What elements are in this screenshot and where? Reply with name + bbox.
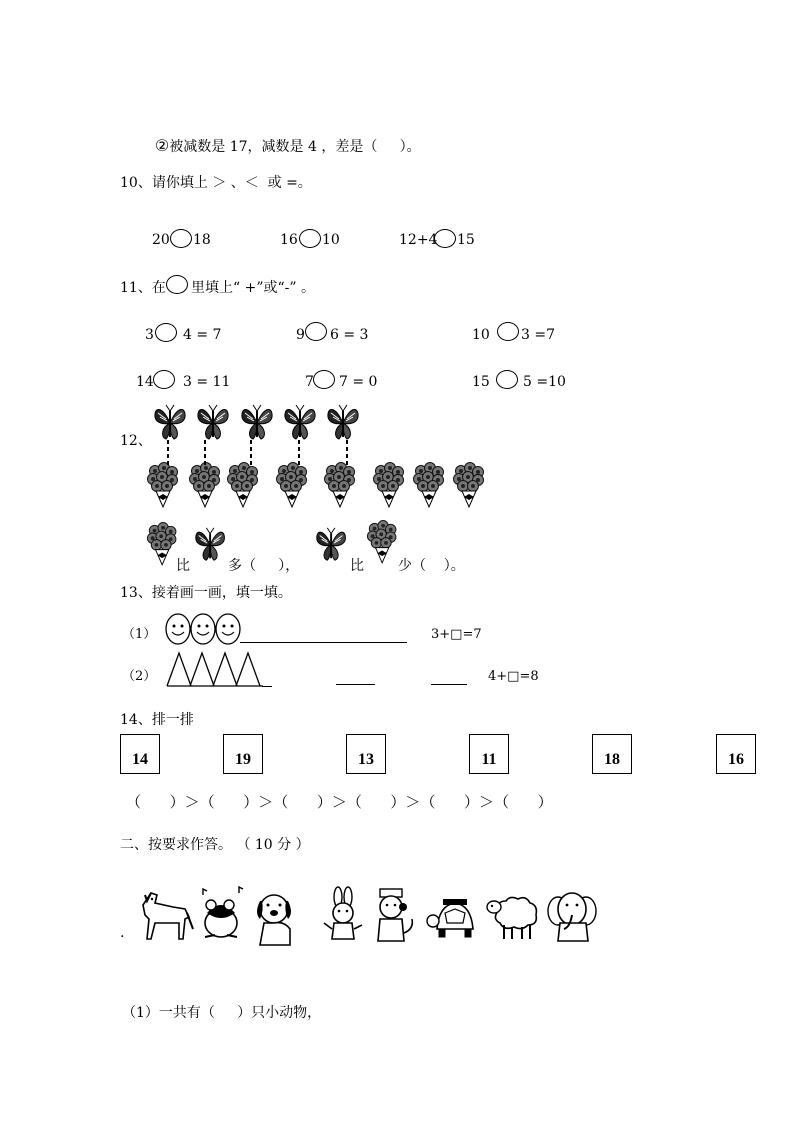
q10-right: 10 bbox=[322, 232, 340, 248]
order-line[interactable]: （ ）＞（ ）＞（ ）＞（ ）＞（ ）＞（ ） bbox=[126, 793, 553, 811]
q12-label: 12、 bbox=[120, 433, 152, 449]
answer-oval[interactable] bbox=[170, 229, 192, 248]
number-box bbox=[716, 734, 756, 774]
flower-icon bbox=[146, 463, 180, 511]
number-box bbox=[469, 734, 509, 774]
draw-line[interactable] bbox=[262, 686, 272, 687]
title-oval-icon bbox=[166, 275, 188, 294]
triangle-icon bbox=[213, 653, 237, 686]
butterfly-icon bbox=[195, 403, 231, 443]
flower-icon bbox=[275, 463, 309, 511]
circled-two: ② bbox=[154, 136, 170, 155]
draw-line[interactable] bbox=[240, 642, 407, 643]
flower-icon bbox=[146, 523, 178, 569]
q11-left: 7 bbox=[305, 374, 314, 390]
q11-title-b: 里填上“ +”或“-” 。 bbox=[191, 280, 315, 296]
frog-icon bbox=[195, 888, 257, 954]
section2-title: 二、按要求作答。 （ 10 分 ） bbox=[120, 837, 310, 853]
q1-question: （1）一共有（ ）只小动物， bbox=[122, 1005, 322, 1021]
answer-oval[interactable] bbox=[305, 322, 327, 341]
q11-left: 9 bbox=[296, 327, 305, 343]
q13-title: 13、接着画一画，填一填。 bbox=[120, 585, 292, 601]
number: 18 bbox=[604, 751, 620, 768]
answer-oval[interactable] bbox=[299, 229, 321, 248]
sentence-tail: 多（ ）， bbox=[228, 558, 300, 574]
answer-oval[interactable] bbox=[434, 229, 456, 248]
q10-right: 15 bbox=[457, 232, 475, 248]
number-box bbox=[346, 734, 386, 774]
q10-title: 10、请你填上 ＞ 、＜ 或 =。 bbox=[120, 175, 312, 191]
q11-right: 4 = 7 bbox=[183, 327, 222, 343]
triangle-icon bbox=[167, 653, 191, 686]
answer-oval[interactable] bbox=[313, 370, 335, 389]
compare-word: 比 bbox=[176, 558, 190, 574]
elephant-icon bbox=[546, 888, 608, 954]
smiley-face-icon bbox=[190, 613, 216, 645]
flower-icon bbox=[452, 463, 486, 511]
q10-left: 12+4 bbox=[399, 232, 438, 248]
q11-right: 3 =7 bbox=[521, 327, 555, 343]
triangle-icon bbox=[190, 653, 214, 686]
horse-icon bbox=[133, 888, 195, 954]
flower-icon bbox=[226, 463, 260, 511]
connector-lines bbox=[0, 440, 400, 470]
draw-line[interactable] bbox=[431, 684, 467, 685]
dog-icon bbox=[250, 888, 312, 954]
butterfly-icon bbox=[314, 526, 348, 564]
butterfly-icon bbox=[282, 403, 318, 443]
q11-left: 15 bbox=[472, 374, 490, 390]
q11-left: 3 bbox=[145, 327, 154, 343]
lead-dot: . bbox=[120, 925, 125, 941]
butterfly-icon bbox=[152, 403, 188, 443]
answer-oval[interactable] bbox=[497, 322, 519, 341]
number: 13 bbox=[358, 751, 374, 768]
q14-title: 14、排一排 bbox=[120, 712, 194, 728]
smiley-face-icon bbox=[165, 613, 191, 645]
q13-row2-eq: 4+□=8 bbox=[488, 669, 539, 684]
flower-icon bbox=[412, 463, 446, 511]
q11-right: 5 =10 bbox=[523, 374, 566, 390]
q13-row1-label: （1） bbox=[122, 627, 157, 642]
butterfly-icon bbox=[325, 403, 361, 443]
answer-oval[interactable] bbox=[153, 370, 175, 389]
q13-row1-eq: 3+□=7 bbox=[431, 627, 482, 642]
triangle-icon bbox=[236, 653, 260, 686]
flower-icon bbox=[366, 521, 398, 567]
number-box bbox=[592, 734, 632, 774]
triangle-row bbox=[167, 652, 267, 688]
q11-title-a: 11、在 bbox=[120, 280, 166, 296]
draw-line[interactable] bbox=[336, 684, 375, 685]
q9-2-line bbox=[146, 119, 421, 156]
q10-left: 16 bbox=[280, 232, 298, 248]
smiley-face-icon bbox=[215, 613, 241, 645]
q10-left: 20 bbox=[152, 232, 170, 248]
q11-right: 6 = 3 bbox=[330, 327, 369, 343]
answer-oval[interactable] bbox=[155, 323, 177, 342]
q11-right: 3 = 11 bbox=[183, 374, 231, 390]
turtle-icon bbox=[425, 888, 487, 954]
number-box bbox=[223, 734, 263, 774]
compare-word: 比 bbox=[350, 558, 364, 574]
number: 11 bbox=[481, 751, 497, 768]
flower-icon bbox=[372, 463, 406, 511]
q11-left: 10 bbox=[472, 327, 490, 343]
q9-2-text: 被减数是 17，减数是 4 ，差是（ ）。 bbox=[169, 139, 421, 155]
number: 16 bbox=[728, 751, 744, 768]
butterfly-icon bbox=[193, 526, 227, 564]
number: 19 bbox=[235, 751, 251, 768]
flower-icon bbox=[188, 463, 222, 511]
answer-oval[interactable] bbox=[496, 370, 518, 389]
sentence-tail: 少（ ）。 bbox=[398, 558, 465, 574]
q13-row2-label: （2） bbox=[122, 669, 157, 684]
number-box bbox=[120, 734, 160, 774]
number: 14 bbox=[132, 751, 148, 768]
flower-icon bbox=[323, 463, 357, 511]
monkey-icon bbox=[368, 888, 430, 954]
butterfly-icon bbox=[239, 403, 275, 443]
sheep-icon bbox=[484, 888, 546, 954]
q10-right: 18 bbox=[193, 232, 211, 248]
q11-left: 14 bbox=[136, 374, 154, 390]
q11-right: 7 = 0 bbox=[339, 374, 378, 390]
